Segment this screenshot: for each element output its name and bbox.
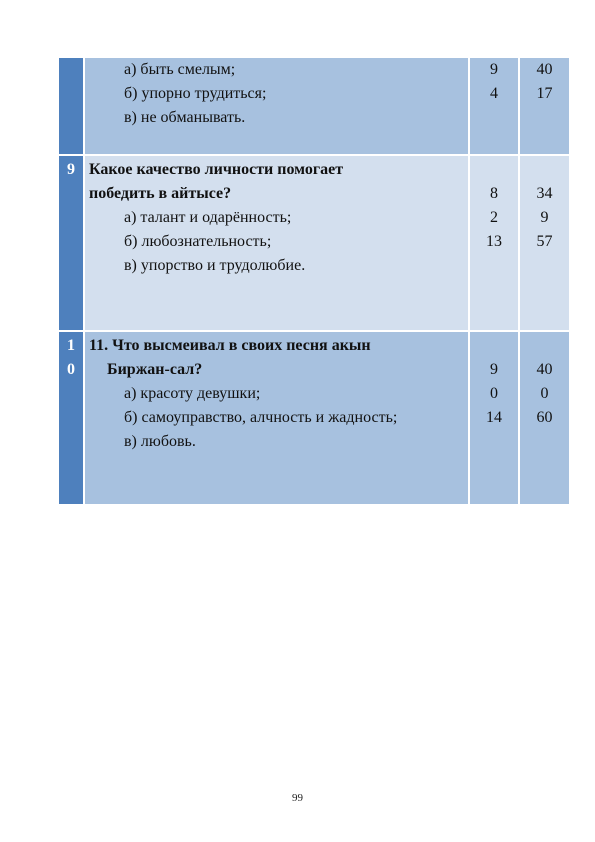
- table-row: [58, 331, 570, 505]
- percent-value: 34: [536, 185, 553, 202]
- count-value: 8: [490, 185, 498, 202]
- percent-cell: [519, 155, 570, 331]
- row-number-cell: [58, 331, 84, 505]
- question-title-line: Какое качество личности помогает: [89, 161, 344, 178]
- count-cell: [469, 155, 519, 331]
- count-value: 0: [490, 385, 498, 402]
- question-title-line: Биржан-сал?: [107, 361, 203, 378]
- answer-option: в) не обманывать.: [124, 109, 246, 126]
- percent-value: 60: [536, 409, 553, 426]
- percent-value: 40: [536, 61, 553, 78]
- answer-option: а) талант и одарённость;: [124, 209, 292, 226]
- question-title-line: 11. Что высмеивал в своих песня акын: [89, 337, 371, 354]
- question-cell: [84, 57, 469, 155]
- count-value: 13: [486, 233, 502, 250]
- count-cell: [469, 57, 519, 155]
- answer-option: а) быть смелым;: [124, 61, 236, 78]
- question-cell: [84, 155, 469, 331]
- count-value: 14: [486, 409, 502, 426]
- percent-value: 40: [536, 361, 553, 378]
- count-value: 4: [490, 85, 498, 102]
- answer-option: в) любовь.: [124, 433, 196, 450]
- count-cell: [469, 331, 519, 505]
- row-number-cell: [58, 155, 84, 331]
- row-number: 1: [67, 337, 75, 354]
- percent-value: 17: [536, 85, 553, 102]
- answer-option: б) самоуправство, алчность и жадность;: [124, 409, 398, 426]
- row-number: 0: [67, 361, 75, 378]
- count-value: 9: [490, 61, 498, 78]
- percent-value: 0: [540, 385, 549, 402]
- answer-option: в) упорство и трудолюбие.: [124, 257, 306, 274]
- table-row: [58, 57, 570, 155]
- percent-cell: [519, 57, 570, 155]
- answer-option: б) любознательность;: [124, 233, 272, 250]
- percent-value: 57: [536, 233, 553, 250]
- row-number: 9: [67, 161, 75, 178]
- survey-table: [57, 56, 571, 506]
- count-value: 9: [490, 361, 498, 378]
- table-row: [58, 155, 570, 331]
- page-number: 99: [292, 792, 303, 804]
- answer-option: б) упорно трудиться;: [124, 85, 267, 102]
- question-title-line: победить в айтысе?: [89, 185, 232, 202]
- percent-cell: [519, 331, 570, 505]
- count-value: 2: [490, 209, 498, 226]
- question-cell: [84, 331, 469, 505]
- answer-option: а) красоту девушки;: [124, 385, 261, 402]
- row-number-cell: [58, 57, 84, 155]
- percent-value: 9: [540, 209, 549, 226]
